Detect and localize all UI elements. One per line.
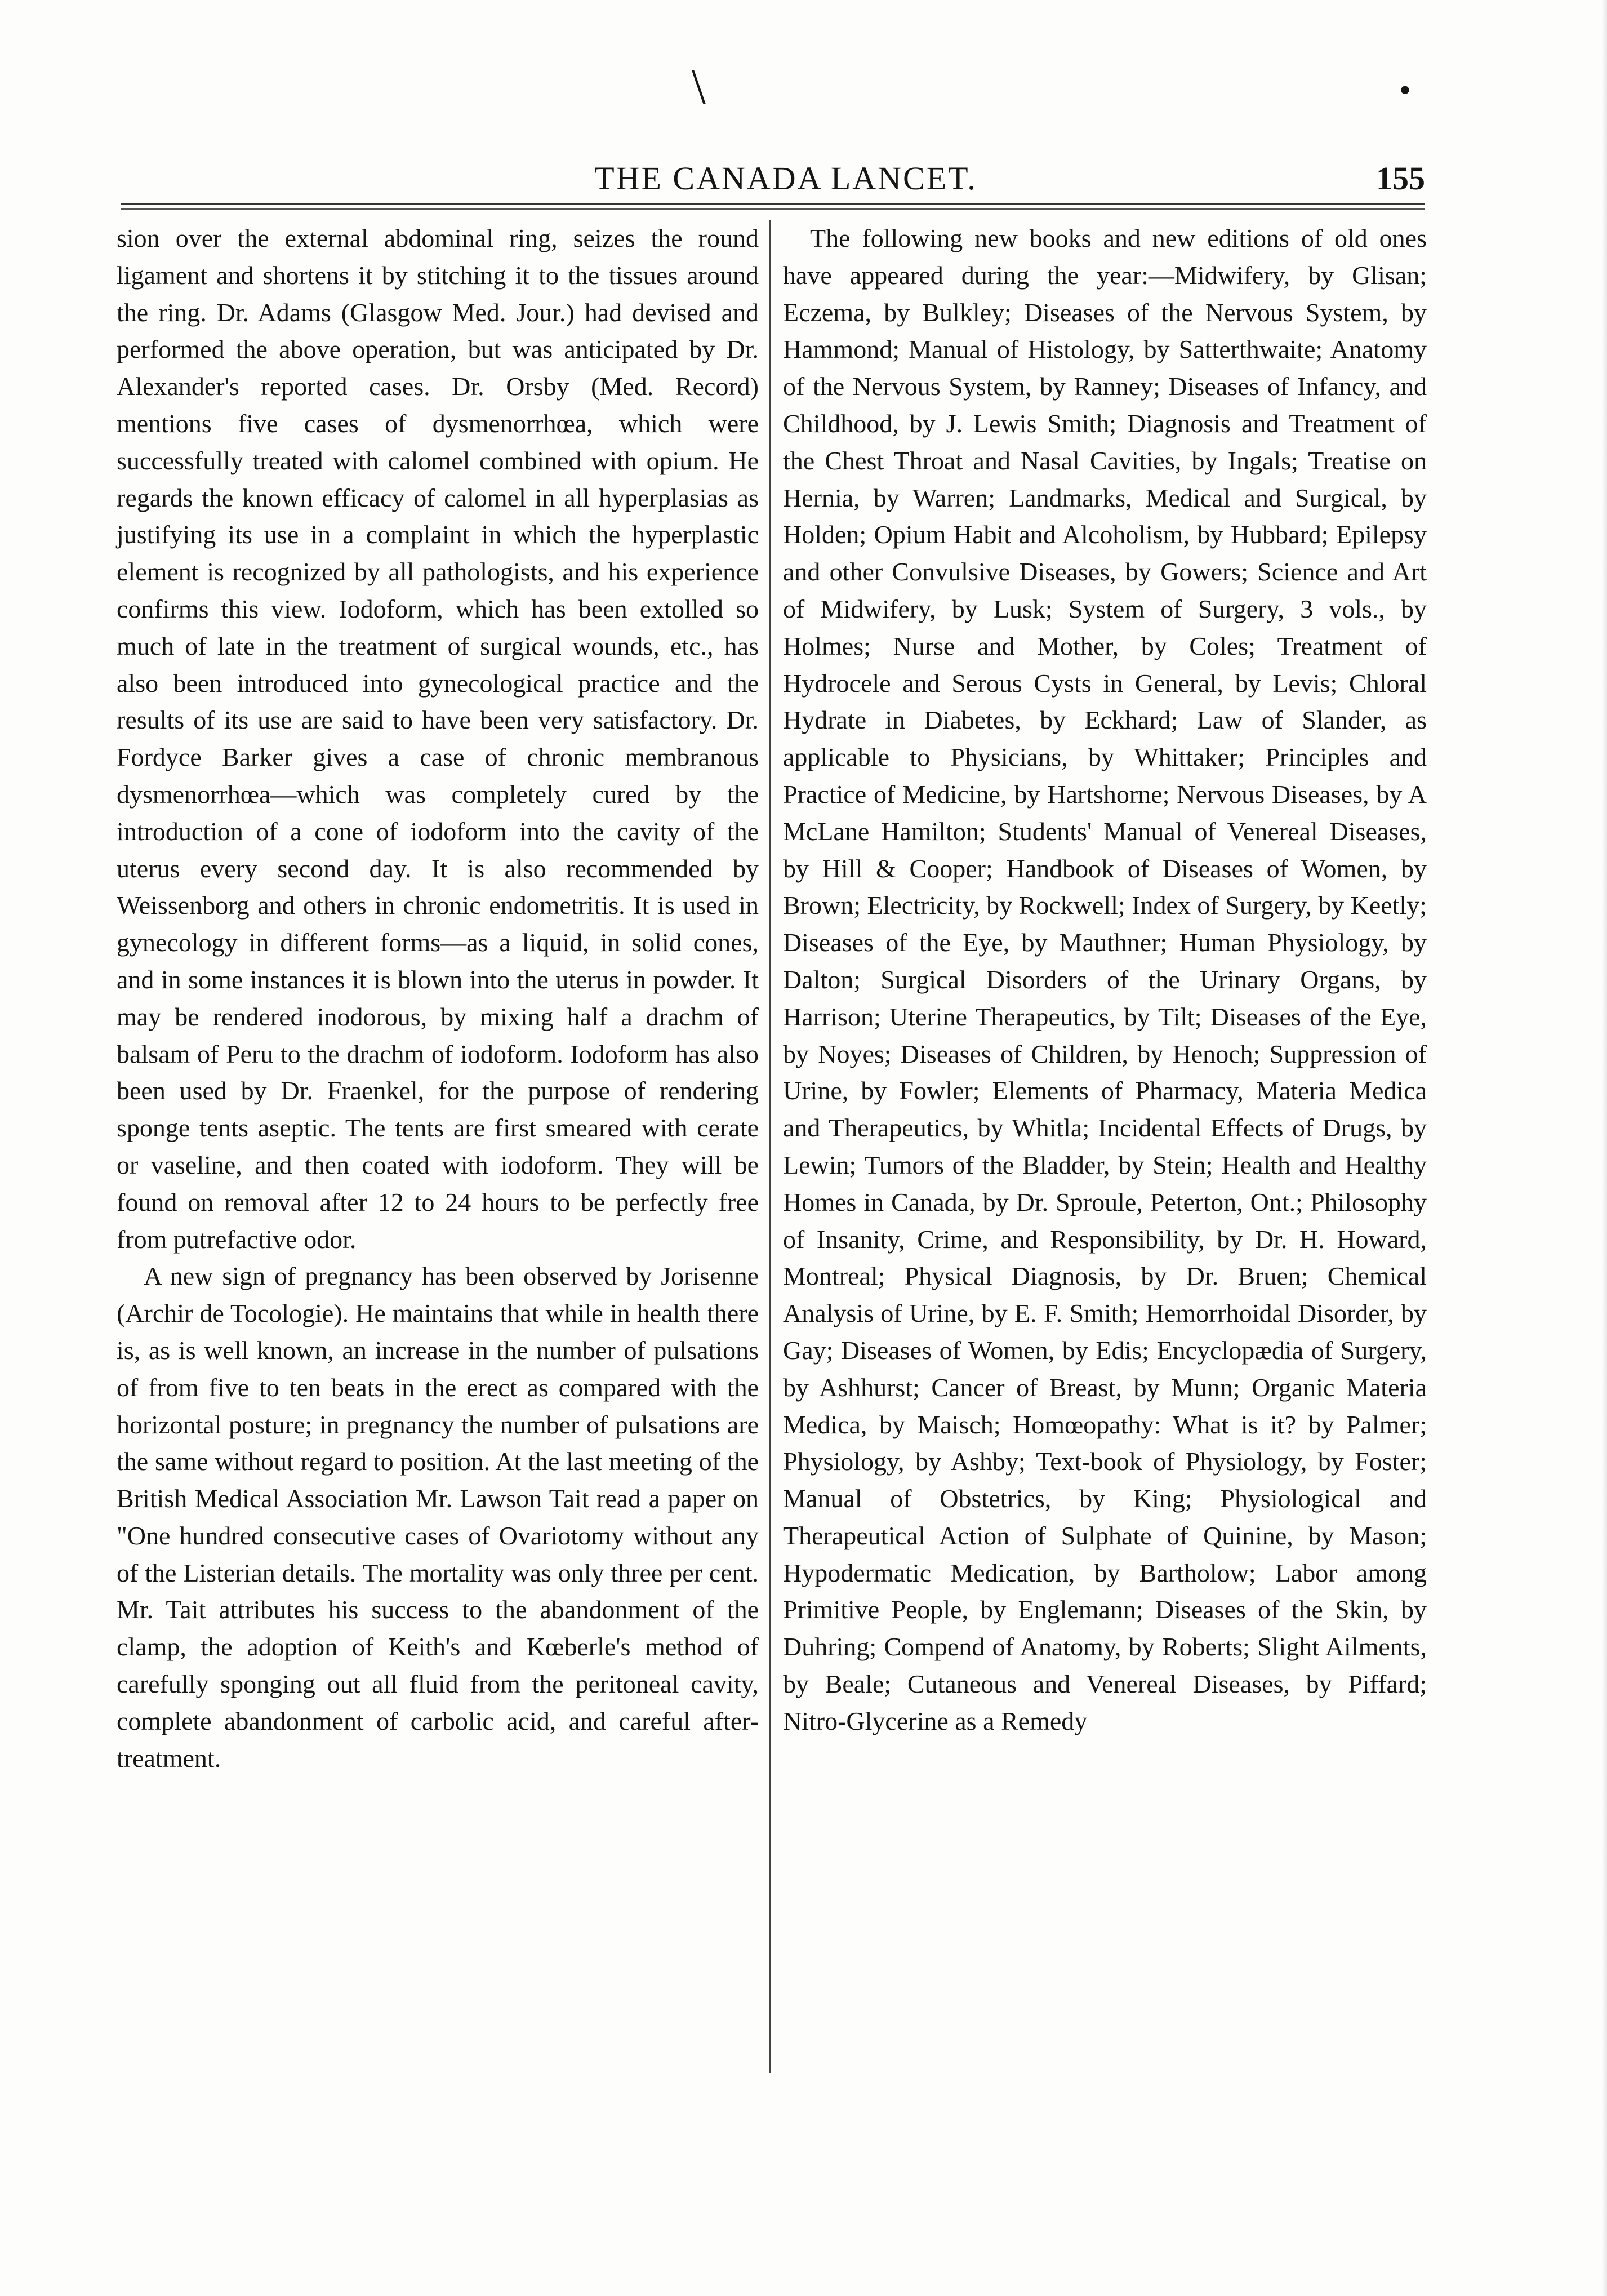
journal-title: THE CANADA LANCET. (594, 160, 977, 197)
stray-dot-mark: • (1399, 72, 1412, 109)
paragraph-pregnancy-sign: A new sign of pregnancy has been observed by Jorisenne (Archir de Tocologie). He maintains that while in health there is, as is well known, an increase in the number of pulsations of from five to ten beats in the erect as compared with the horizontal posture; in pregnancy the number of pulsations are the same without regard to position. At the last meeting of the British Medical Association Mr. Lawson Tait read a paper on "One hundred consecutive cases of Ovariotomy without any of the Listerian details. The mortality was only three per cent. Mr. Tait attributes his success to the abandonment of the clamp, the adoption of Keith's and Kœberle's method of carefully sponging out all fluid from the peritoneal cavity, complete abandonment of carbolic acid, and careful after-treatment. (117, 1262, 759, 1773)
right-column (783, 220, 1427, 1740)
page-edge-shadow (1601, 0, 1607, 2296)
page-number: 155 (1376, 160, 1425, 197)
header-rule-thin (121, 208, 1425, 210)
left-column (117, 220, 759, 1777)
stray-backslash-mark: \ (692, 59, 706, 115)
column-divider (769, 220, 771, 2073)
header-rule (121, 203, 1425, 205)
paragraph-gynecology: sion over the external abdominal ring, seizes the round ligament and shortens it by stitching it to the tissues around the ring. Dr. Adams (Glasgow Med. Jour.) had devised and performed the above operation, but was anticipated by Dr. Alexander's reported cases. Dr. Orsby (Med. Record) mentions five cases of dysmenorrhœa, which were successfully treated with calomel combined with opium. He regards the known efficacy of calomel in all hyperplasias as justifying its use in a complaint in which the hyperplastic element is recognized by all pathologists, and his experience confirms this view. Iodoform, which has been extolled so much of late in the treatment of surgical wounds, etc., has also been introduced into gynecological practice and the results of its use are said to have been very satisfactory. Dr. Fordyce Barker gives a case of chronic membranous dysmenorrhœa—which was completely cured by the introduction of a cone of iodoform into the cavity of the uterus every second day. It is also recommended by Weissenborg and others in chronic endometritis. It is used in gynecology in different forms—as a liquid, in solid cones, and in some instances it is blown into the uterus in powder. It may be rendered inodorous, by mixing half a drachm of balsam of Peru to the drachm of iodoform. Iodoform has also been used by Dr. Fraenkel, for the purpose of rendering sponge tents aseptic. The tents are first smeared with cerate or vaseline, and then coated with iodoform. They will be found on removal after 12 to 24 hours to be perfectly free from putrefactive odor. (117, 224, 759, 1254)
paragraph-new-books: The following new books and new editions of old ones have appeared during the year:—Midwifery, by Glisan; Eczema, by Bulkley; Diseases of the Nervous System, by Hammond; Manual of Histology, by Satterthwaite; Anatomy of the Nervous System, by Ranney; Diseases of Infancy, and Childhood, by J. Lewis Smith; Diagnosis and Treatment of the Chest Throat and Nasal Cavities, by Ingals; Treatise on Hernia, by Warren; Landmarks, Medical and Surgical, by Holden; Opium Habit and Alcoholism, by Hubbard; Epilepsy and other Convulsive Diseases, by Gowers; Science and Art of Midwifery, by Lusk; System of Surgery, 3 vols., by Holmes; Nurse and Mother, by Coles; Treatment of Hydrocele and Serous Cysts in General, by Levis; Chloral Hydrate in Diabetes, by Eckhard; Law of Slander, as applicable to Physicians, by Whittaker; Principles and Practice of Medicine, by Hartshorne; Nervous Diseases, by A McLane Hamilton; Students' Manual of Venereal Diseases, by Hill & Cooper; Handbook of Diseases of Women, by Brown; Electricity, by Rockwell; Index of Surgery, by Keetly; Diseases of the Eye, by Mauthner; Human Physiology, by Dalton; Surgical Disorders of the Urinary Organs, by Harrison; Uterine Therapeutics, by Tilt; Diseases of the Eye, by Noyes; Diseases of Children, by Henoch; Suppression of Urine, by Fowler; Elements of Pharmacy, Materia Medica and Therapeutics, by Whitla; Incidental Effects of Drugs, by Lewin; Tumors of the Bladder, by Stein; Health and Healthy Homes in Canada, by Dr. Sproule, Peterton, Ont.; Philosophy of Insanity, Crime, and Responsibility, by Dr. H. Howard, Montreal; Physical Diagnosis, by Dr. Bruen; Chemical Analysis of Urine, by E. F. Smith; Hemorrhoidal Disorder, by Gay; Diseases of Women, by Edis; Encyclopædia of Surgery, by Ashhurst; Cancer of Breast, by Munn; Organic Materia Medica, by Maisch; Homœopathy: What is it? by Palmer; Physiology, by Ashby; Text-book of Physiology, by Foster; Manual of Obstetrics, by King; Physiological and Therapeutical Action of Sulphate of Quinine, by Mason; Hypodermatic Medication, by Bartholow; Labor among Primitive People, by Englemann; Diseases of the Skin, by Duhring; Compend of Anatomy, by Roberts; Slight Ailments, by Beale; Cutaneous and Venereal Diseases, by Piffard; Nitro-Glycerine as a Remedy (783, 224, 1427, 1735)
running-header (124, 159, 1448, 198)
